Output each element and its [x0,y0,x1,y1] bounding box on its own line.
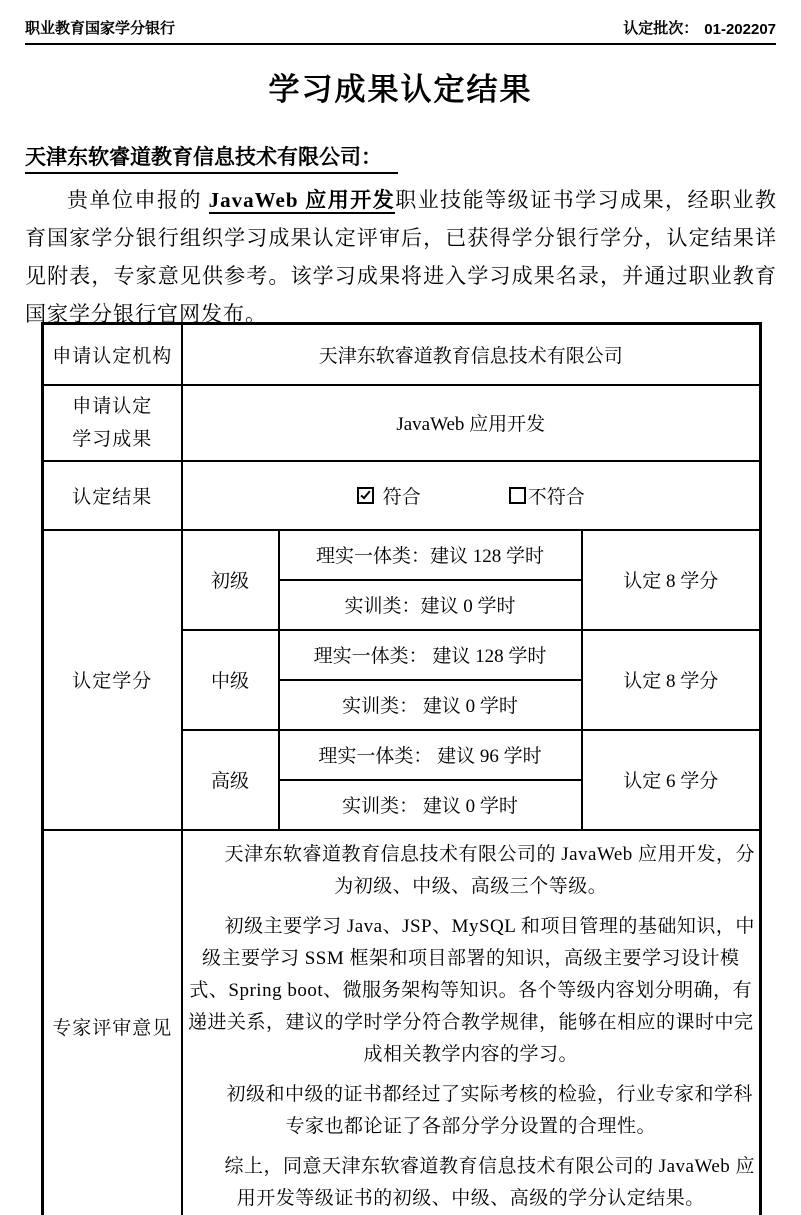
expert-paragraph: 综上，同意天津东软睿道教育信息技术有限公司的 JavaWeb 应用开发等级证书的初级、中级、高级的学分认定结果。 [224,1155,756,1209]
credits-label: 认定学分 [43,530,182,830]
batch-value: 01-202207 [704,21,776,38]
org-value: 天津东软睿道教育信息技术有限公司 [182,324,761,385]
document-header [25,17,776,45]
intermediate-practice-hours: 实训类： 建议 0 学时 [279,680,582,730]
intro-paragraph [25,181,777,333]
intermediate-theory-hours: 理实一体类： 建议 128 学时 [279,630,582,680]
org-row [43,324,761,385]
credit-row-beginner-theory [43,530,761,580]
result-option-fail [509,482,585,509]
expert-label: 专家评审意见 [43,830,182,1215]
checked-checkbox-icon [357,487,374,504]
expert-paragraph: 天津东软睿道教育信息技术有限公司的 JavaWeb 应用开发，分为初级、中级、高级三个等级。 [224,843,756,897]
advanced-credit: 认定 6 学分 [582,730,761,830]
level-intermediate: 中级 [182,630,279,730]
batch-label: 认定批次： [623,21,699,37]
batch-info [623,17,776,38]
advanced-practice-hours: 实训类： 建议 0 学时 [279,780,582,830]
org-label: 申请认定机构 [43,324,182,385]
advanced-theory-hours: 理实一体类： 建议 96 学时 [279,730,582,780]
page-title: 学习成果认定结果 [268,72,533,107]
outcome-label-line2: 学习成果 [72,428,153,450]
outcome-label-line1: 申请认定 [72,395,153,417]
expert-row [43,830,761,1215]
level-beginner: 初级 [182,530,279,630]
beginner-theory-hours: 理实一体类：建议 128 学时 [279,530,582,580]
result-options [183,482,760,509]
result-value [182,461,761,530]
expert-paragraph: 初级主要学习 Java、JSP、MySQL 和项目管理的基础知识，中级主要学习 SSM 框架和项目部署的知识，高级主要学习设计模式、Spring boot、微服务架构等知识。各个等级内容划分明确，有递进关系，建议的学时学分符合教学规律，能够在相应的课时中完成相关教学内容的学习。 [187,915,755,1065]
fail-label: 不符合 [527,486,585,508]
result-option-pass [357,482,421,509]
bank-name: 职业教育国家学分银行 [25,21,176,37]
intro-highlight: JavaWeb 应用开发 [208,188,396,212]
addressee-text: 天津东软睿道教育信息技术有限公司： [25,141,398,174]
outcome-row [43,385,761,461]
expert-opinion [182,830,761,1215]
intermediate-credit: 认定 8 学分 [582,630,761,730]
result-label: 认定结果 [43,461,182,530]
intro-after: 职业技能等级证书学习成果，经职业教育国家学分银行组织学习成果认定评审后，已获得学分银行学分，认定结果详见附表，专家意见供参考。该学习成果将进入学习成果名录，并通过职业教育国家学分银行官网发布。 [25,188,778,326]
expert-paragraph: 初级和中级的证书都经过了实际考核的检验，行业专家和学科专家也都论证了各部分学分设置的合理性。 [226,1083,753,1137]
intro-before: 贵单位申报的 [67,188,209,212]
beginner-practice-hours: 实训类：建议 0 学时 [279,580,582,630]
unchecked-checkbox-icon [509,487,526,504]
pass-label: 符合 [382,486,421,508]
outcome-label [43,385,182,461]
level-advanced: 高级 [182,730,279,830]
outcome-value: JavaWeb 应用开发 [182,385,761,461]
recognition-result-table [41,322,762,1215]
checkmark-icon [360,488,370,499]
beginner-credit: 认定 8 学分 [582,530,761,630]
addressee-line [25,141,398,174]
result-row [43,461,761,530]
